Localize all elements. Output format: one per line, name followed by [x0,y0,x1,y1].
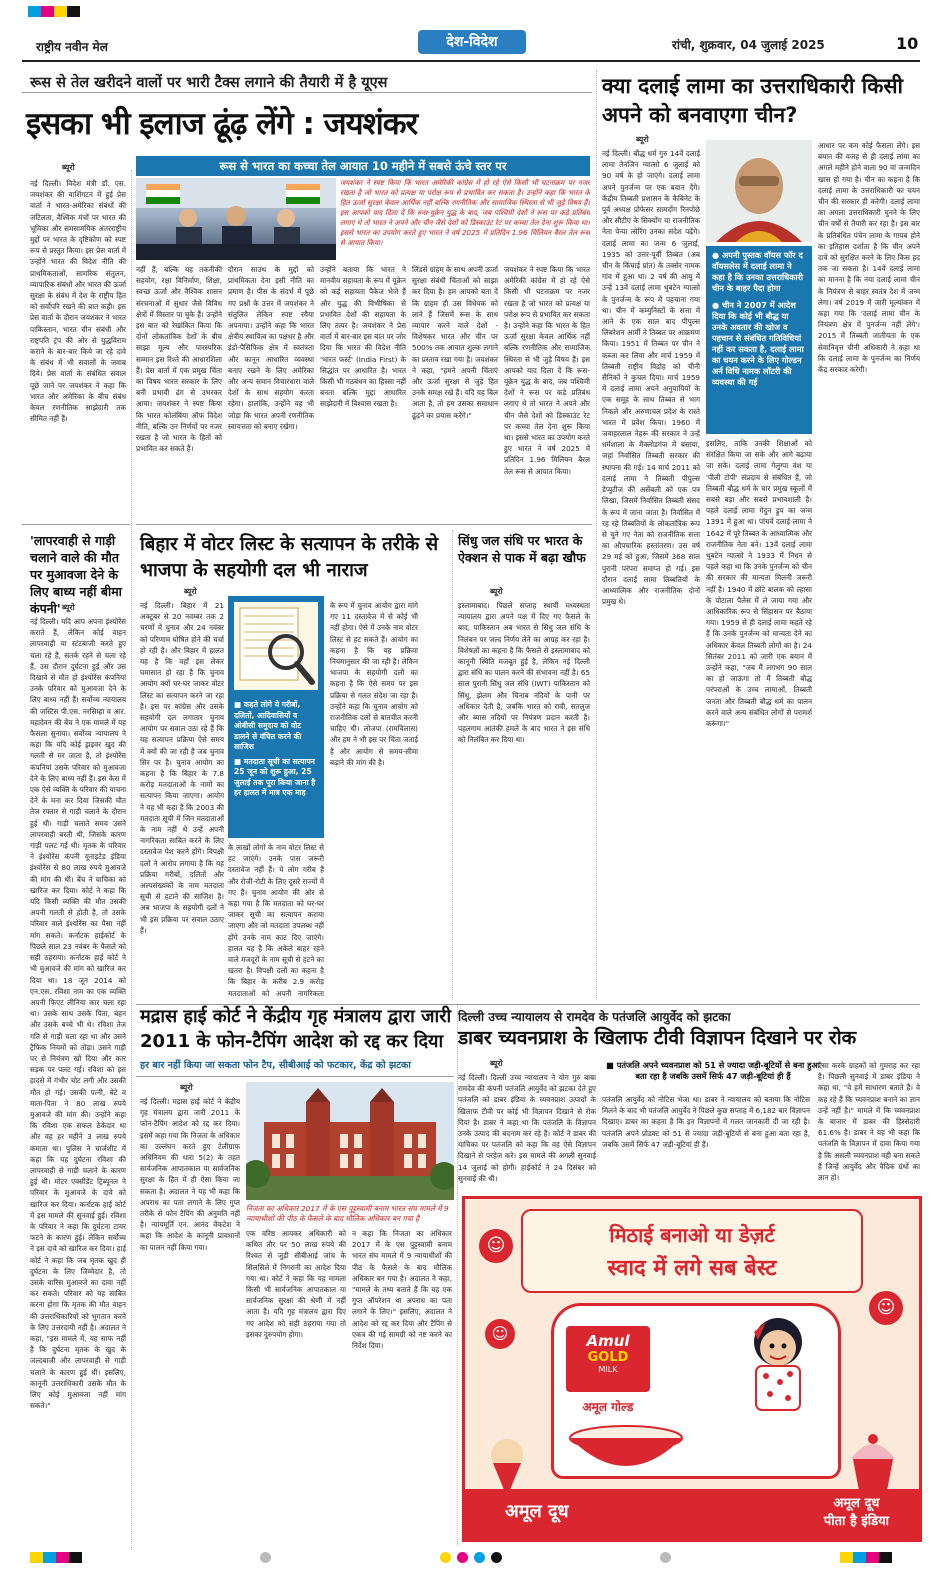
dessert-bowl-icon [566,1424,686,1476]
story1-col5: लिंडसे ग्राहम के साथ अपनी ऊर्जा सुरक्षा संबंधी चिंताओं को साझा कर दिया है। हम आपको बता दें कि ग्राहम ही उस विधेयक को लाने हैं जिसमें रूस के साथ व्यापार करने वाले देशों - विशेषकर भारत और चीन पर 500% तक आयात शुल्क लगाने का प्रस्ताव रखा गया है। जयशंकर ने कहा, "हमने अपनी चिंताएं और ऊर्जा सुरक्षा से जुड़े हित उनके समक्ष रखे हैं। यदि यह बिल आता है, तो हम उसका समाधान ढूंढ़ने का प्रयास करेंगे।" [412,265,498,420]
paper-name: राष्ट्रीय नवीन मेल [36,40,108,54]
cupcake-icon [843,1429,903,1493]
story7-col2: एक वरिष्ठ आयकर अधिकारी को कथित तौर पर 50 लाख रुपये की रिश्वत से जुड़ी सीबीआई जांच के सिलसिले में निगरानी का आदेश दिया गया था। कोर्ट ने कहा कि यह मामला किसी भी सार्वजनिक आपातकाल या सार्वजनिक सुरक्षा की श्रेणी में नहीं आता है। यदि गृह मंत्रालय द्वारा दिए गए आदेश को सही ठहराया गया तो इसका दुरुपयोग होगा। [246,1229,346,1339]
amul-milk-pack [551,1303,841,1479]
city-date: रांची, शुक्रवार, 04 जुलाई 2025 [672,38,825,52]
story4-bullet-1: ■ कहते लोगे ये गरीबों, दलितों, आदिवासियों व ओबीसी समुदाय को वोट डालने से वंचित करने की साजिश [234,700,302,751]
story5-byline: ब्यूरो [490,587,503,596]
story4-image-box [228,596,324,838]
story3-bullet-1: ● अपनी पुस्तक वॉयस फॉर द वॉयसलेस में दलाई लामा ने कहा है कि उनका उत्तराधिकारी चीन के बाहर पैदा होगा [712,250,804,293]
story6-byline: ब्यूरो [490,1059,503,1068]
smiley-icon: ☺ [479,1229,513,1263]
story4-col2: के लाखों लोगों के नाम वोटर लिस्ट से हट जाएंगे। उनके पास जरूरी दस्तावेज नहीं हैं। ये लोग गरीब हैं और रोजी-रोटी के लिए दूसरे राज्यों में गए हैं। चुनाव आयोग की ओर से कहा गया है कि मतदाता को घर-घर जाकर सूची का सत्यापन कराया जाएगा और जो मतदाता उपलब्ध नहीं होंगे उनके नाम काट दिए जाएंगे। हालत यह है कि अकेले बाहर रहने वाले मजदूरों के नाम सूची से हटने का खतरा है। विपक्षी दलों का कहना है कि बिहार के करीब 2.9 करोड़ मतदाताओं को अपनी नागरिकता [228,843,324,998]
story3-col1: नई दिल्ली। बौद्ध धर्म गुरु 14वें दलाई लामा तेनजिन ग्यात्सो 6 जुलाई को 90 वर्ष के हो जाएंगे। दलाई लामा अपने पुनर्जन्म पर एक बयान देंगे। केंद्रीय तिब्बती प्रशासन के कैबिनेट के पूर्व अध्यक्ष प्रोफेसर सामदोंग रिनपोछे और सीटीए के सिक्योंग या राजनीतिक नेता पेन्पा त्सेरिंग उनका संदेश पढ़ेंगे। दलाई लामा का जन्म 6 जुलाई, 1935 को उत्तर-पूर्वी तिब्बत (अब चीन के किंघाई प्रांत) के तक्सेर नामक गांव में हुआ था। 2 वर्ष की आयु में उन्हें 13वें दलाई लामा थुबटेन ग्यात्सो के पुनर्जन्म के रूप में पहचाना गया था। चीन में कम्युनिस्टों के सत्ता में आने के एक साल बाद पीपुल्स लिबरेशन आर्मी ने तिब्बत पर आक्रमण किया। 1951 में तिब्बत पर चीन ने कब्जा कर लिया और मार्च 1959 में तिब्बती राष्ट्रीय विद्रोह को चीनी सैनिकों ने कुचल दिया। मार्च 1959 में दलाई लामा अपने अनुयायियों के एक समूह के साथ तिब्बत से भाग निकले और अरुणाचल प्रदेश के रास्ते भारत में प्रवेश किया। 1960 में जवाहरलाल नेहरू की सरकार ने उन्हें धर्मशाला के मैक्लोडगंज में बसाया, जहां निर्वासित तिब्बती सरकार की स्थापना की गई। 14 मार्च 2011 को दलाई लामा ने तिब्बती पीपुल्स डेप्युटीज की असेंबली को एक पत्र लिखा, जिसमें निर्वासित तिब्बती संसद के रूप में जाना जाता है। निर्वासित में रह रहे तिब्बतियों के लोकतांत्रिक रूप से चुने गए नेता को राजनीतिक सत्ता का औपचारिक हस्तांतरण। उस वर्ष 29 मई को हुआ, जिसमें 368 साल पुरानी परंपरा समाप्त हो गई। इस दौरान दलाई लामा तिब्बतियों के आध्यात्मिक और राजनीतिक दोनों प्रमुख थे। [602,149,700,607]
story2-text: नई दिल्ली। यदि आप अपना इंश्योरेंस कराते हैं, लेकिन कोई वाहन लापरवाही या स्टंटबाजी करते हुए चला रहे हैं, सतर्क रहने से चला रहे हैं, उस दौरान दुर्घटना हुई और उस दिखावे से मौत हो इंश्योरेंस कंपनियां उनके परिवार को मुआवजा देने के लिए बाध्य नहीं हैं। सर्वोच्च न्यायालय की जस्टिस पी.एस. नरसिम्हा व आर. महादेवन की बेंच ने एक मामले में यह फैसला सुनाया। सर्वोच्च न्यायालय ने कहा कि यदि कोई ड्राइवर खुद की गलती से मर जाता है, तो इंश्योरेंस कंपनियां उसके परिवार को मुआवजा देने के लिए बाध्य नहीं हैं। इस केस में एक ऐसे व्यक्ति के परिवार की याचना देने के मना कर दिया जिसकी मौत तेज रफ्तार से गाड़ी चलाने के दौरान हुई थी। गाड़ी चलाते समय उसने लापरवाही बरती थी, जिसके कारण गाड़ी पलट गई थी। मृतक के परिवार ने इंश्योरेंस कंपनी यूनाइटेड इंडिया इंश्योरेंस से 80 लाख रुपये मुआवजे की मांग की थी। बेंच ने याचिका को खारिज कर दिया। कोर्ट ने कहा कि यदि किसी व्यक्ति की मौत उसकी अपनी गलती से होती है, तो उसके परिवार वाले इंश्योरेंस का पैसा नहीं मांग सकते। कर्नाटक हाईकोर्ट के पिछले साल 23 नवंबर के फैसले को सही ठहराया। कर्नाटक हाई कोर्ट ने भी मुआवजे की मांग को खारिज कर दिया था। 18 जून 2014 को एन.एस. रविशा नाम का एक व्यक्ति अपनी फिएट लीनिया कार चला रहा था। उसके साथ उसके पिता, बहन और उसके बच्चे भी थे। रविशा तेज गति से गाड़ी चला रहा था और उसने ट्रैफिक नियमों को तोड़ा। उसने गाड़ी पर से नियंत्रण खो दिया और कार सड़क पर पलट गई। रविशा को इस हादसे में गंभीर चोट लगी और उसकी मौत हो गई। उसकी पत्नी, बेटे व माता-पिता ने 80 लाख रुपये मुआवजे की मांग की। उन्होंने कहा कि रविशा एक सफल ठेकेदार था और वह हर महीने 3 लाख रुपये कमाता था। पुलिस ने चार्जशीट में कहा कि यह दुर्घटना रविशा की लापरवाही से गाड़ी चलाने के कारण हुई थी। मोटर एक्सीडेंट ट्रिब्यूनल ने परिवार के मुआवजे के दावे को खारिज कर दिया। कर्नाटक हाई कोर्ट में इस मामले की सुनवाई हुई। रविशा के परिवार ने कहा कि दुर्घटना टायर फटने के कारण हुई। लेकिन सर्वोच्च ने इस दावे को खारिज कर दिया। हाई कोर्ट ने कहा कि जब मृतक खुद ही दुर्घटना के लिए जिम्मेदार है, तो उसके वारिस मुआवजे का दावा नहीं कर सकते। परिवार को यह साबित करना होगा कि मृतक की मौत वाहन की उत्तराधिकारियों को भुगतान करने के लिए उत्तरदायी नहीं है। अदालत ने कहा, "इस मामले में, यह साफ नहीं है कि दुर्घटना मृतक के खुद के जल्दबाजी और लापरवाही से गाड़ी चलाने के कारण हुई थी। इसलिए, कानूनी उत्तराधिकारी उसके मौत के लिए कोई मुआवजा नहीं मांग सकते।" [30,617,126,1411]
story1-col1: नई दिल्ली। विदेश मंत्री डॉ. एस. जयशंकर की वाशिंगटन में हुई प्रेस वार्ता ने भारत-अमेरिका संबंधों की जटिलता, वैश्विक मंचों पर भारत की भूमिका और समसामयिक अंतरराष्ट्रीय मुद्दों पर भारत के दृष्टिकोण को स्पष्ट रूप से प्रस्तुत किया। इस प्रेस वार्ता में उन्होंने भारत की विदेश नीति की प्राथमिकताओं, सामरिक संतुलन, व्यापारिक संबंधों और भारत की ऊर्जा सुरक्षा के संबंध में देश के राष्ट्रीय हित को सर्वोपरि रखने की बात कही। इस प्रेस वार्ता के दौरान जयशंकर ने भारत पाकिस्तान, भारत चीन संबंधी और राष्ट्रपति ट्रंप की ओर से युद्धविराम कराने के बार-बार किये जा रहे दावे के संबंध में भी सवालों के जवाब दिये। प्रेस वार्ता के संबंधित सवाल पूछे जाने पर जयशंकर ने कहा कि भारत और अमेरिका के बीच संबंध केवल रणनीतिक साझेदारी तक सीमित नहीं हैं। [30,179,126,424]
story3-headline: क्या दलाई लामा का उत्तराधिकारी किसी अपने को बनवाएगा चीन? [602,74,903,127]
story7-photo-caption: निजता का अधिकार 2017 में के एस पुट्टस्वामी बनाम भारत संघ मामले में 9 न्यायाधीशों की पीठ के फैसले के बाद मौलिक अधिकार बन गया है [246,1204,449,1223]
story4-col3: के रूप में चुनाव आयोग द्वारा मांगे गए 11 दस्तावेज में से कोई भी नहीं होगा। ऐसे में उनके नाम वोटर लिस्ट से हट सकते हैं। आयोग का कहना है कि यह प्रक्रिया नियमानुसार की जा रही है। लेकिन भाजपा के सहयोगी दलों का कहना है कि ऐसे समय पर इस प्रक्रिया से गलत संदेश जा रहा है। उन्होंने कहा कि चुनाव आयोग को राजनीतिक दलों से बातचीत करनी चाहिए थी। लोजपा (रामविलास) और हम ने भी इस पर चिंता जताई है और आयोग से समय-सीमा बढ़ाने की मांग की है। [330,601,418,767]
story1-col6: जयशंकर ने स्पष्ट किया कि भारत अमेरिकी कांग्रेस में हो रहे ऐसे किसी भी घटनाक्रम पर नजर रखता है जो भारत को प्रत्यक्ष या परोक्ष रूप से प्रभावित कर सकता है। उन्होंने कहा कि भारत के हित ऊर्जा सुरक्षा केवल आर्थिक नहीं बल्कि रणनीतिक और सामाजिक स्थिरता से भी जुड़े विषय हैं। इस आपको याद दिला दें कि रूस-यूक्रेन युद्ध के बाद, जब पश्चिमी देशों ने रूस पर कड़े प्रतिबंध लगाए थे तो भारत ने अपने और चीन जैसे देशों को डिस्काउंट रेट पर कच्चा तेल देना शुरू किया था। इससे भारत का उपयोग करते हुए भारत ने वर्ष 2025 में प्रतिदिन 1.96 मिलियन बैरल तेल रूस से आयात किया। [504,265,590,476]
story3-bullets [706,246,812,434]
story4-headline: बिहार में वोटर लिस्ट के सत्यापन के तरीके से भाजपा के सहयोगी दल भी नाराज [140,534,439,581]
madras-hc-photo [246,1082,454,1200]
ad-bottom-band [465,1489,919,1539]
story2-byline: ब्यूरो [62,603,75,612]
amul-girl-icon [730,1310,826,1420]
ad-bottom-right-1: अमूल दूध [833,1496,880,1511]
story1-byline: ब्यूरो [62,163,75,172]
registration-bar-bottom-right [840,1552,892,1563]
registration-bar-bottom-center [440,1552,502,1563]
story7-col3: न कहा कि निजता का अधिकार 2017 में के एस पुट्टस्वामी बनाम भारत संघ मामले में 9 न्यायाधीशों की पीठ के फैसले के बाद मौलिक अधिकार बन गया है। अदालत ने कहा, "मामले के तथ्य बताते हैं कि यह एक गुप्त ऑपरेशन था अपराध का पता लगाने के लिए।" इसलिए, अदालत ने आदेश को रद्द कर दिया और टैपिंग से एकत्र की गई सामग्री को नष्ट करने का निर्देश दिया। [352,1229,452,1351]
story1-col2: नहीं हैं, बल्कि यह तकनीकी सहयोग, रक्षा विनिर्माण, शिक्षा, स्वच्छ ऊर्जा और वैश्विक शासन संरचनाओं में सुधार जैसे विविध क्षेत्रों में विस्तार पा चुके हैं। उन्होंने इस बात को रेखांकित किया कि दोनों लोकतांत्रिक देशों के बीच साझा मूल्य और पारस्परिक सम्मान इस रिश्ते की आधारशिला हैं। प्रेस वार्ता में एक प्रमुख चिंता का विषय भारत सरकार के लिए बनी प्रभावी ढंग से उभरकर आया। जयशंकर ने स्पष्ट किया कि भारत कोलंबिया ऑफ विदेश नीति, बल्कि उन निर्णयों पर नजर रखता है जो भारत के हितों को प्रभावित कर सकते हैं। [136,265,222,454]
ad-brand-sub: GOLD [587,1350,629,1365]
story6-headline: डाबर च्यवनप्राश के खिलाफ टीवी विज्ञापन दिखाने पर रोक [458,1027,857,1049]
story1-photo [136,178,336,260]
ad-headline-panel [521,1209,863,1293]
registration-mark [260,1552,271,1563]
ad-bottom-left: अमूल दूध [505,1501,569,1522]
story3-byline: ब्यूरो [636,135,649,144]
story2-headline: 'लापरवाही से गाड़ी चलाने वाले की मौत पर मुआवजा देने के लिए बाध्य नहीं बीमा कंपनी' [30,533,122,616]
story3-col2: इसलिए, ताकि उनकी शिक्षाओं को संरक्षित किया जा सके और आगे बढ़ाया जा सके। दलाई लामा गेलुग्पा वंश या 'पीली टोपी' संप्रदाय से संबंधित हैं, जो तिब्बती बौद्ध धर्म के चार प्रमुख स्कूलों में सबसे बड़ा और सबसे प्रभावशाली है। पहले दलाई लामा गेदुन ड्रुप का जन्म 1391 में हुआ था। पांचवें दलाई लामा ने 1642 में पूरे तिब्बत के आध्यात्मिक और राजनीतिक नेता बने। 13वें दलाई लामा थुबटेन ग्यात्सो ने 1933 में निधन से पहले कहा था कि उनके पुनर्जन्म को चीन की सरकार की मान्यता मिलनी जरूरी नहीं है। 1940 में छोटे बालक को ल्हासा के पोटाला पैलेस में ले जाया गया और आधिकारिक रूप से सिंहासन पर बैठाया गया। 1959 से ही दलाई लामा कहते रहे हैं कि उनके पुनर्जन्म को मान्यता देने का अधिकार केवल तिब्बती लोगों का है। 24 सितंबर 2011 को जारी एक बयान में उन्होंने कहा, "जब मैं लगभग 90 साल का हो जाऊंगा तो मैं तिब्बती बौद्ध परंपराओं के उच्च लामाओं, तिब्बती जनता और तिब्बती बौद्ध धर्म का पालन करने वाले अन्य संबंधित लोगों से परामर्श करूंगा।" [706,439,812,729]
ad-bottom-right-2: पीता है इंडिया [823,1514,889,1529]
story7-col1: नई दिल्ली। मद्रास हाई कोर्ट ने केंद्रीय गृह मंत्रालय द्वारा जारी 2011 के फोन-टैपिंग आदेश को रद्द कर दिया। इसमें कहा गया कि निजता के अधिकार का उल्लंघन करते हुए टेलीग्राफ अधिनियम की धारा 5(2) के तहत सार्वजनिक आपातकाल या सार्वजनिक सुरक्षा के हित में ही ऐसा किया जा सकता है। अदालत ने यह भी कहा कि अपराध का पता लगाने के लिए गुप्त तरीके से फोन टैपिंग की अनुमति नहीं है। न्यायमूर्ति एन. आनंद वेंकटेश ने कहा कि आदेश के कानूनी प्रावधानों का पालन नहीं किया गया। [140,1097,240,1252]
story3-col3: आधार पर कम कोई फैसला लेंगे। इस बयान की वजह से ही दलाई लामा का अगले महीने होने वाला 90 वां जन्मदिन खास हो गया है। चीन का कहना है कि दलाई लामा के उत्तराधिकारी का चयन चीन की सरकार ही करेगी। दलाई लामा का अगला उत्तराधिकारी चुनने के लिए चीन वर्षों से तैयारी कर रहा है। इस बार के प्रतिबंधित पंचेन लामा के गायब होने का इतिहास दर्शाता है कि चीन अपने दावे को सुरक्षित करने के लिए किस हद तक जा सकता है। 14वें दलाई लामा का मानना है कि नया दलाई लामा चीन के नियंत्रण से बाहर स्वतंत्र देश में जन्म लेगा। वर्ष 2019 में जारी मूल्यांकन में कहा गया कि 'दलाई लामा चीन के नियंत्रण क्षेत्र में पुनर्जन्म नहीं लेंगे'। 2015 में तिब्बती जातीयता के एक सेवानिवृत्त चीनी अधिकारी ने कहा था कि दलाई लामा के पुनर्जन्म का निर्णय केंद्र सरकार करेगी। [818,141,920,375]
story1-sidebar: जयशंकर ने स्पष्ट किया कि भारत अमेरिकी कांग्रेस में हो रहे ऐसे किसी भी घटनाक्रम पर नजर रखता है जो भारत को प्रत्यक्ष या परोक्ष रूप से प्रभावित कर सकता है। उन्होंने कहा कि भारत के हित ऊर्जा सुरक्षा केवल आर्थिक नहीं बल्कि रणनीतिक और सामाजिक स्थिरता से भी जुड़े विषय हैं। इस आपको याद दिला दें कि रूस-यूक्रेन युद्ध के बाद, जब पश्चिमी देशों ने रूस पर कड़े प्रतिबंध लगाए थे तो भारत ने अपने और चीन जैसे देशों को डिस्काउंट रेट पर कच्चा तेल देना शुरू किया था। इससे भारत का उपयोग करते हुए भारत ने वर्ष 2025 में प्रतिदिन 1.96 मिलियन बैरल तेल रूस से आयात किया। [340,178,590,247]
story7-headline: मद्रास हाई कोर्ट ने केंद्रीय गृह मंत्रालय द्वारा जारी 2011 के फोन-टैपिंग आदेश को रद्द कर दिया [140,1006,452,1052]
story4-col1: नई दिल्ली। बिहार में 21 अक्टूबर से 20 नवम्बर तक 2 चरणों में चुनाव और 24 नवंबर को परिणाम घोषित होने की चर्चा हो रही है। और बिहार में हालत यह है कि वहाँ इस लेकर घमासान हो रहा है कि चुनाव आयोग क्यों घर-घर जाकर वोटर लिस्ट का सत्यापन करने जा रहा है। इस पर कांग्रेस और उसके सहयोगी दल लगातार चुनाव आयोग पर सवाल उठा रहे हैं कि यह सत्यापन प्रक्रिया ऐसे समय में क्यों की जा रही है जब चुनाव सिर पर है। चुनाव आयोग का कहना है कि बिहार के 7.8 करोड़ मतदाताओं के नामों का सत्यापन किया जाएगा। आयोग ने यह भी कहा है कि 2003 की मतदाता सूची में जिन मतदाताओं के नाम नहीं थे उन्हें अपनी नागरिकता साबित करने के लिए दस्तावेज पेश करने होंगे। विपक्षी दलों ने आरोप लगाया है कि यह प्रक्रिया गरीबों, दलितों और अल्पसंख्यकों के नाम मतदाता सूची से हटाने की साजिश है। अब भाजपा के सहयोगी दलों ने भी इस प्रक्रिया पर सवाल उठाए हैं। [140,601,224,935]
story1-headline: इसका भी इलाज ढूंढ़ लेंगे : जयशंकर [26,106,418,142]
story3-bullet-2: ● चीन ने 2007 में आदेश दिया कि कोई भी बौद्ध या उनके अवतार की खोज व पहचान से संबंधित गतिविधियां नहीं कर सकता है, दलाई लामा का चयन करने के लिए गोल्डन अर्न विधि नामक लॉटरी की व्यवस्था की गई [712,300,804,387]
ad-brand: Amul [586,1332,630,1350]
story5-text: इस्लामाबाद। पिछले सप्ताह स्थायी मध्यस्थता न्यायालय द्वारा अपने पक्ष में दिए गए फैसले के बाद, पाकिस्तान अब भारत से सिंधु जल संधि के निलंबन पर जल्द निर्णय लेने का आग्रह कर रहा है। विशेषज्ञों का कहना है कि फैसले से इस्लामाबाद को कानूनी स्थिति मजबूत हुई है, लेकिन नई दिल्ली द्वारा संधि का पालन करने की संभावना नहीं है। 65 साल पुरानी सिंधु जल संधि (IWT) पाकिस्तान को सिंधु, झेलम और चिनाब नदियों के पानी पर अधिकार देती है, जबकि भारत को रावी, सतलुज और ब्यास नदियों पर नियंत्रण प्रदान करती है। पहलगाम आतंकी हमले के बाद भारत ने इस संधि को निलंबित कर दिया था। [458,601,590,745]
ad-brand-desc: MILK [598,1365,618,1374]
section-label-text: देश-विदेश [446,34,498,50]
smiley-icon: ☺ [485,1319,515,1349]
registration-bar-bottom-left [30,1552,82,1563]
story6-col2: पतंजलि आयुर्वेद को नोटिस भेजा था। डाबर ने न्यायालय को बताया कि नोटिस मिलने के बाद भी पतंजलि आयुर्वेद ने पिछले कुछ सप्ताह में 6,182 बार विज्ञापन दिखाए। डाबर का कहना है कि इन विज्ञापनों में गलत जानकारी दी जा रही है। पतंजलि अपने प्रोडक्ट को 51 से ज्यादा जड़ी-बूटियों से बना हुआ बता रहा है, जबकि उसमें सिर्फ 47 जड़ी-बूटियां ही हैं। [602,1095,810,1149]
ad-brand-hindi: अमूल गोल्ड [582,1400,634,1414]
ad-headline-line1: मिठाई बनाओ या डेज़र्ट [609,1223,775,1247]
story7-byline: ब्यूरो [180,1083,193,1092]
smiley-icon: ☺ [869,1291,903,1325]
story7-deck: हर बार नहीं किया जा सकता फोन टैप, सीबीआई को फटकार, केंद्र को झटका [140,1060,411,1071]
amul-ad[interactable] [462,1196,922,1542]
ad-headline-line2: स्वाद में लगे सब बेस्ट [607,1256,777,1281]
story6-kicker: दिल्ली उच्च न्यायालय से रामदेव के पतंजलि आयुर्वेद को झटका [458,1010,731,1024]
story4-byline: ब्यूरो [184,587,197,596]
dalai-lama-photo [706,140,812,242]
story4-bullets [228,696,324,807]
story1-kicker: रूस से तेल खरीदने वालों पर भारी टैक्स लगाने की तैयारी में है यूएस [30,75,388,91]
voter-list-illustration [234,602,318,690]
story1-col3: दौरान साउथ के मुद्दों को प्राथमिकता देना इसी नीति का प्रमाण है। पीस के संदर्भ में पूछे गए प्रश्नों के उत्तर में जयशंकर ने संतुलित लेकिन स्पष्ट रवैया अपनाया। उन्होंने कहा कि भारत क्षेत्रीय स्थायित्व का पक्षधर है और इंडो-पैसिफिक क्षेत्र में स्वतंत्रता और कानून आधारित व्यवस्था बनाए रखने के लिए अमेरिका और अन्य समान विचारधारा वाले देशों के साथ सहयोग करता रहेगा। हालांकि, उन्होंने यह भी जोड़ा कि भारत अपनी रणनीतिक स्वायत्तता को बनाए रखेगा। [228,265,314,431]
story5-headline: सिंधु जल संधि पर भारत के ऐक्शन से पाक में बढ़ा खौफ [458,533,586,565]
story6-col1: नई दिल्ली। दिल्ली उच्च न्यायालय ने योग गुरु बाबा रामदेव की कंपनी पतंजलि आयुर्वेद को झटका देते हुए पतंजलि को डाबर इंडिया के च्यवनप्राश उत्पादों के खिलाफ टीवी पर कोई भी विज्ञापन दिखाने से रोक दिया है। डाबर ने कहा था कि पतंजलि के विज्ञापन उनके उत्पाद की बदनाम कर रहे हैं। कोर्ट ने डाबर की याचिका पर पतंजलि को कहा कि वह ऐसे विज्ञापन दिखाने से परहेज करे। इस मामले की अगली सुनवाई 14 जुलाई को होगी। हाईकोर्ट ने 24 दिसंबर को सुनवाई की थी। [458,1073,596,1183]
story6-highlight: ■ पतंजलि अपने च्यवनप्राश को 51 से ज्यादा जड़ी-बूटियों से बना हुआ बता रहा है जबकि उसमें सिर्फ 47 जड़ी-बूटियां ही हैं [606,1060,820,1081]
story1-col4: उन्होंने बताया कि भारत ने मानवीय सहायता के रूप में यूक्रेन को कई सहायता पैकेज भेजे हैं और युद्ध की विभीषिका से प्रभावित देशों की सहायता के लिए तत्पर है। जयशंकर ने प्रेस वार्ता में बार-बार इस बात पर जोर दिया कि भारत की विदेश नीति 'भारत फर्स्ट' (India First) के सिद्धांत पर आधारित है। भारत किसी भी गठबंधन का हिस्सा नहीं बनता बल्कि मुद्दा आधारित साझेदारी में विश्वास रखता है। [320,265,406,409]
registration-bar-top [28,6,80,17]
page-number: 10 [896,34,919,53]
story6-col3: ऐसा करके ग्राहकों को गुमराह कर रहा है। पिछली सुनवाई में डाबर इंडिया ने कहा था, "वे हमें साधारण बताते हैं। वे कह रहे हैं कि च्यवनप्राश बनाने का ज्ञान उन्हें नहीं है।" मामले में कि च्यवनप्राश के बाजार में डाबर की हिस्सेदारी 61.6% है। डाबर ने यह भी कहा कि पतंजलि के विज्ञापन में दावा किया गया है कि असली च्यवनप्राश वही बना सकते हैं जिन्हें आयुर्वेद और वैदिक ग्रंथों का ज्ञान हो। [818,1061,920,1183]
section-label [418,30,526,54]
registration-mark [660,1552,671,1563]
story1-photo-banner: रूस से भारत का कच्चा तेल आयात 10 महीने में सबसे ऊंचे स्तर पर [136,156,590,176]
story4-bullet-2: ■ मतदाता सूची का सत्यापन 25 जून को शुरू हुआ, 25 जुलाई तक पूरा किया जाना है हर हालत में मात्र एक माह [234,756,316,797]
